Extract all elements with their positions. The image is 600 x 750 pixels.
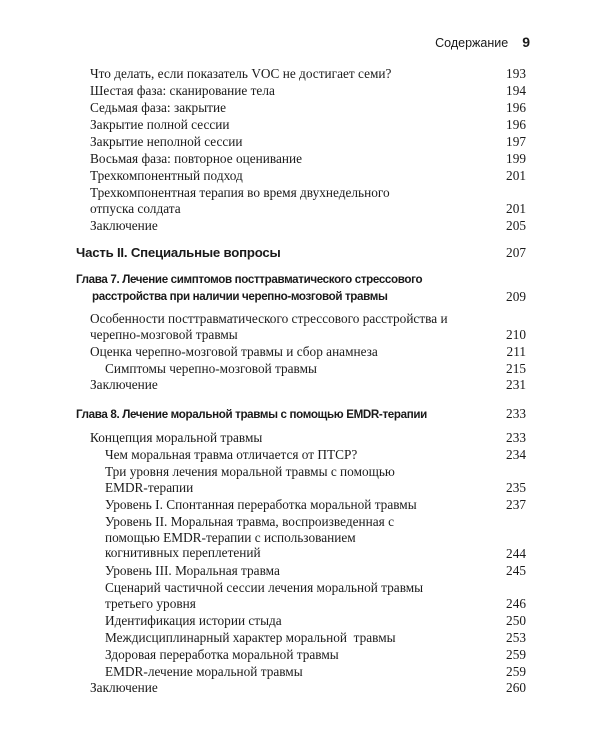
- toc-entry-title: Сценарий частичной сессии лечения моральной травмы третьего уровня: [105, 580, 424, 611]
- toc-entry-title: Трехкомпонентная терапия во время двухнедельного отпуска солдата: [90, 185, 390, 216]
- toc-entry-title: Заключение: [90, 218, 158, 233]
- toc-entry-page: 215: [506, 361, 526, 376]
- toc-entry-page: 259: [506, 647, 526, 662]
- toc-entry-title: Шестая фаза: сканирование тела: [90, 83, 275, 98]
- toc-entry-title: Закрытие полной сессии: [90, 117, 230, 132]
- toc-entry-page: 233: [506, 430, 526, 445]
- toc-entry-title: Уровень I. Спонтанная переработка моральной травмы: [105, 497, 417, 512]
- toc-chapter-title: [76, 271, 496, 305]
- toc-entry-page: 193: [506, 66, 526, 81]
- toc-entry-page: 234: [506, 447, 526, 462]
- toc-entry-page: 209: [506, 289, 526, 304]
- toc-entry-page: 233: [506, 406, 526, 421]
- toc-entry-title: Междисциплинарный характер моральной травмы: [105, 630, 396, 645]
- toc-entry-page: 260: [506, 680, 526, 695]
- toc-entry-page: 237: [506, 497, 526, 512]
- toc-entry-title: Особенности посттравматического стрессового расстройства и черепно-мозговой травмы: [90, 311, 448, 342]
- toc-entry-page: 211: [506, 344, 526, 359]
- toc-entry-page: 196: [506, 100, 526, 115]
- toc-entry-title: Три уровня лечения моральной травмы с помощью EMDR-терапии: [105, 464, 395, 495]
- toc-chapter-title-line: Глава 7. Лечение симптомов посттравматического стрессового: [76, 273, 423, 286]
- toc-entry-page: 201: [506, 201, 526, 216]
- toc-entry-page: 245: [506, 563, 526, 578]
- toc-entry-title: Концепция моральной травмы: [90, 430, 263, 445]
- toc-entry-title: Оценка черепно-мозговой травмы и сбор анамнеза: [90, 344, 378, 359]
- toc-entry-page: 259: [506, 664, 526, 679]
- toc-chapter-title: Глава 8. Лечение моральной травмы с помощью EMDR-терапии: [76, 408, 427, 421]
- toc-entry-title: Что делать, если показатель VOC не достигает семи?: [90, 66, 392, 81]
- toc-entry-title: Заключение: [90, 377, 158, 392]
- toc-entry-page: 205: [506, 218, 526, 233]
- toc-entry-page: 231: [506, 377, 526, 392]
- toc-entry-title: Уровень III. Моральная травма: [105, 563, 280, 578]
- toc-entry-title: Чем моральная травма отличается от ПТСР?: [105, 447, 358, 462]
- toc-entry-page: 210: [506, 327, 526, 342]
- toc-entry-page: 196: [506, 117, 526, 132]
- toc-entry-page: 246: [506, 596, 526, 611]
- toc-entry-page: 250: [506, 613, 526, 628]
- toc-entry-title: Уровень II. Моральная травма, воспроизведенная с помощью EMDR-терапии с использованием когнитивных переплетений: [105, 514, 394, 560]
- toc-entry-title: Здоровая переработка моральной травмы: [105, 647, 339, 662]
- toc-entry-page: 201: [506, 168, 526, 183]
- toc-entry-page: 197: [506, 134, 526, 149]
- toc-entry-title: Восьмая фаза: повторное оценивание: [90, 151, 303, 166]
- toc-entry-page: 194: [506, 83, 526, 98]
- toc-entry-title: Закрытие неполной сессии: [90, 134, 243, 149]
- toc-chapter-title-line: расстройства при наличии черепно-мозговой травмы: [92, 290, 388, 303]
- toc-entry-title: Идентификация истории стыда: [105, 613, 282, 628]
- running-header-section: Содержание: [435, 36, 509, 50]
- toc-entry-page: 253: [506, 630, 526, 645]
- toc-entry-page: 235: [506, 480, 526, 495]
- toc-part-title: Часть II. Специальные вопросы: [76, 245, 281, 260]
- toc-entry-title: Симптомы черепно-мозговой травмы: [105, 361, 317, 376]
- toc-entry-title: Трехкомпонентный подход: [90, 168, 243, 183]
- toc-entry-page: 199: [506, 151, 526, 166]
- running-header: [435, 34, 530, 50]
- toc-entry-page: 244: [506, 546, 526, 561]
- toc-entry-title: Заключение: [90, 680, 158, 695]
- toc-entry-title: Седьмая фаза: закрытие: [90, 100, 226, 115]
- toc-entry-title: EMDR-лечение моральной травмы: [105, 664, 303, 679]
- toc-entry-page: 207: [506, 245, 526, 260]
- page-number: 9: [522, 34, 530, 50]
